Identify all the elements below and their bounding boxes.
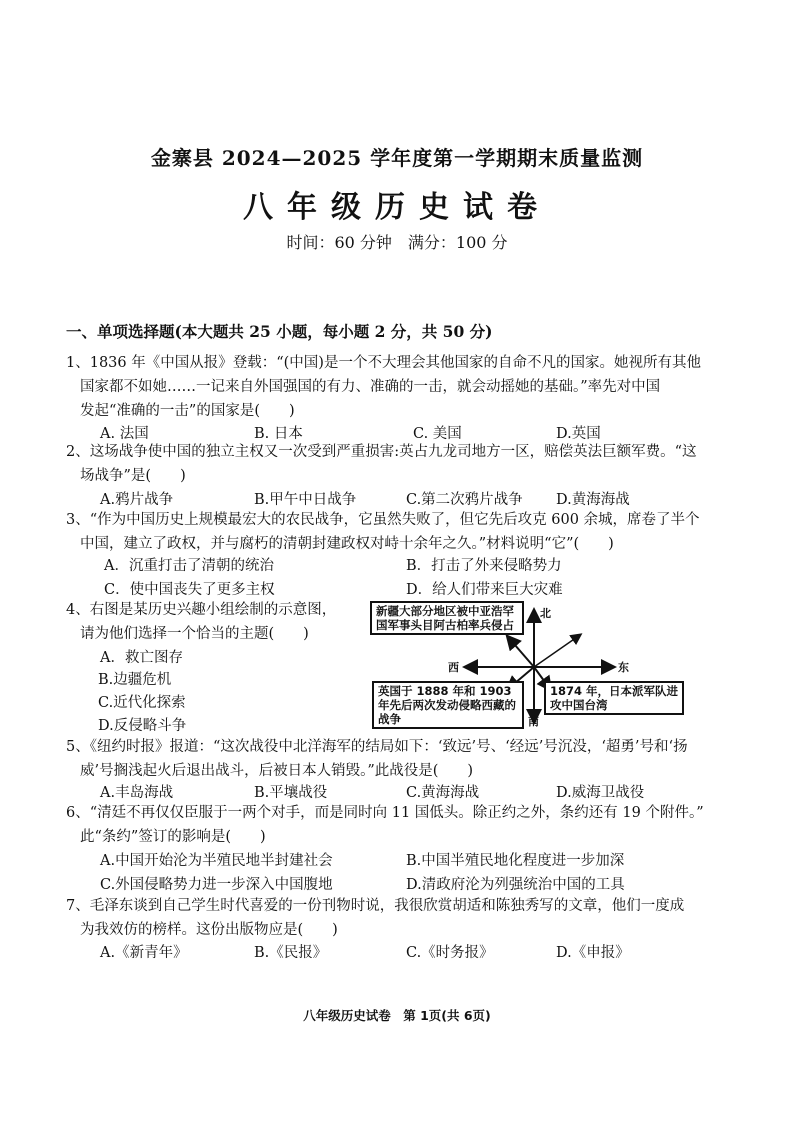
question-7 bbox=[66, 894, 684, 942]
page-footer: 八年级历史试卷 第 1页(共 6页) bbox=[303, 1008, 491, 1023]
option-c: C.第二次鸦片战争 bbox=[406, 492, 523, 508]
question-line: 7、毛泽东谈到自己学生时代喜爱的一份刊物时说，我很欣赏胡适和陈独秀写的文章，他们一度成 bbox=[66, 898, 685, 914]
diagram-box-xinjiang: 新疆大部分地区被中亚浩罕国军事头目阿古柏率兵侵占 bbox=[370, 601, 524, 635]
question-line: 威’号搁浅起火后退出战斗，后被日本人销毁。”此战役是( ) bbox=[80, 763, 474, 779]
question-line: 场战争”是( ) bbox=[80, 468, 186, 484]
option-d: D.反侵略斗争 bbox=[98, 718, 187, 734]
question-3 bbox=[66, 508, 700, 556]
question-line: 发起“准确的一击”的国家是( ) bbox=[80, 403, 295, 419]
option-d: D．给人们带来巨大灾难 bbox=[406, 582, 563, 598]
diagram-box-tibet: 英国于 1888 年和 1903 年先后两次发动侵略西藏的战争 bbox=[372, 681, 524, 729]
option-b: B．打击了外来侵略势力 bbox=[406, 558, 562, 574]
question-4 bbox=[66, 598, 336, 646]
question-5 bbox=[66, 735, 688, 783]
option-a: A.丰岛海战 bbox=[100, 785, 174, 801]
option-b: B.《民报》 bbox=[254, 945, 328, 961]
question-line: 5、《纽约时报》报道：“这次战役中北洋海军的结局如下：‘致远’号、‘经远’号沉没，‘超勇’号和‘扬 bbox=[66, 739, 688, 755]
option-d: D.《申报》 bbox=[556, 945, 630, 961]
question-line: 6、“清廷不再仅仅臣服于一两个对手，而是同时向 11 国低头。除正约之外，条约还有 19 个附件。” bbox=[66, 805, 704, 821]
question-line: 国家都不如她……一记来自外国强国的有力、准确的一击，就会动摇她的基础。”率先对中国 bbox=[80, 379, 661, 395]
label-west: 西 bbox=[448, 661, 459, 674]
option-c: C.外国侵略势力进一步深入中国腹地 bbox=[100, 877, 333, 893]
question-line: 中国，建立了政权，并与腐朽的清朝封建政权对峙十余年之久。”材料说明“它”( ) bbox=[80, 536, 614, 552]
label-south: 南 bbox=[528, 715, 539, 728]
option-d: D.英国 bbox=[556, 426, 601, 442]
option-a: A.鸦片战争 bbox=[100, 492, 174, 508]
option-c: C.近代化探索 bbox=[98, 695, 186, 711]
exam-header-title: 金寨县 2024—2025 学年度第一学期期末质量监测 bbox=[150, 146, 644, 170]
option-a: A. 法国 bbox=[100, 426, 149, 442]
question-line: 请为他们选择一个恰当的主题( ) bbox=[80, 626, 309, 642]
question-line: 1、1836 年《中国从报》登载：“(中国)是一个不大理会其他国家的自命不凡的国家。她视所有其他 bbox=[66, 355, 701, 371]
question-line: 2、这场战争使中国的独立主权又一次受到严重损害:英占九龙司地方一区，赔偿英法巨额军费。“这 bbox=[66, 444, 697, 460]
question-1 bbox=[66, 351, 701, 423]
option-b: B.中国半殖民地化程度进一步加深 bbox=[406, 853, 625, 869]
question-6 bbox=[66, 801, 704, 849]
option-d: D.威海卫战役 bbox=[556, 785, 645, 801]
exam-subject-title: 八年级历史试卷 bbox=[243, 190, 551, 225]
option-b: B.甲午中日战争 bbox=[254, 492, 357, 508]
label-north: 北 bbox=[540, 607, 551, 620]
option-b: B. 日本 bbox=[254, 426, 303, 442]
question-2 bbox=[66, 440, 697, 488]
option-a: A．沉重打击了清朝的统治 bbox=[104, 558, 274, 574]
question-line: 此“条约”签订的影响是( ) bbox=[80, 829, 266, 845]
option-a: A.中国开始沦为半殖民地半封建社会 bbox=[100, 853, 333, 869]
option-c: C.《时务报》 bbox=[406, 945, 494, 961]
option-c: C.黄海海战 bbox=[406, 785, 480, 801]
question-line: 3、“作为中国历史上规模最宏大的农民战争，它虽然失败了，但它先后攻克 600 余城，席卷了半个 bbox=[66, 512, 700, 528]
option-d: D.黄海海战 bbox=[556, 492, 630, 508]
exam-time-info: 时间：60 分钟 满分：100 分 bbox=[286, 233, 508, 252]
question-line: 4、右图是某历史兴趣小组绘制的示意图， bbox=[66, 602, 337, 618]
option-c: C. 美国 bbox=[413, 426, 462, 442]
option-c: C．使中国丧失了更多主权 bbox=[104, 582, 275, 598]
section-title: 一、单项选择题(本大题共 25 小题，每小题 2 分，共 50 分) bbox=[66, 322, 493, 341]
option-a: A．救亡图存 bbox=[100, 650, 183, 666]
question-line: 为我效仿的榜样。这份出版物应是( ) bbox=[80, 922, 338, 938]
option-b: B.平壤战役 bbox=[254, 785, 328, 801]
diagram-box-taiwan: 1874 年，日本派军队进攻中国台湾 bbox=[544, 681, 684, 715]
option-b: B.边疆危机 bbox=[98, 672, 172, 688]
option-d: D.清政府沦为列强统治中国的工具 bbox=[406, 877, 625, 893]
option-a: A.《新青年》 bbox=[100, 945, 188, 961]
border-crisis-diagram bbox=[368, 597, 726, 727]
label-east: 东 bbox=[618, 661, 629, 674]
